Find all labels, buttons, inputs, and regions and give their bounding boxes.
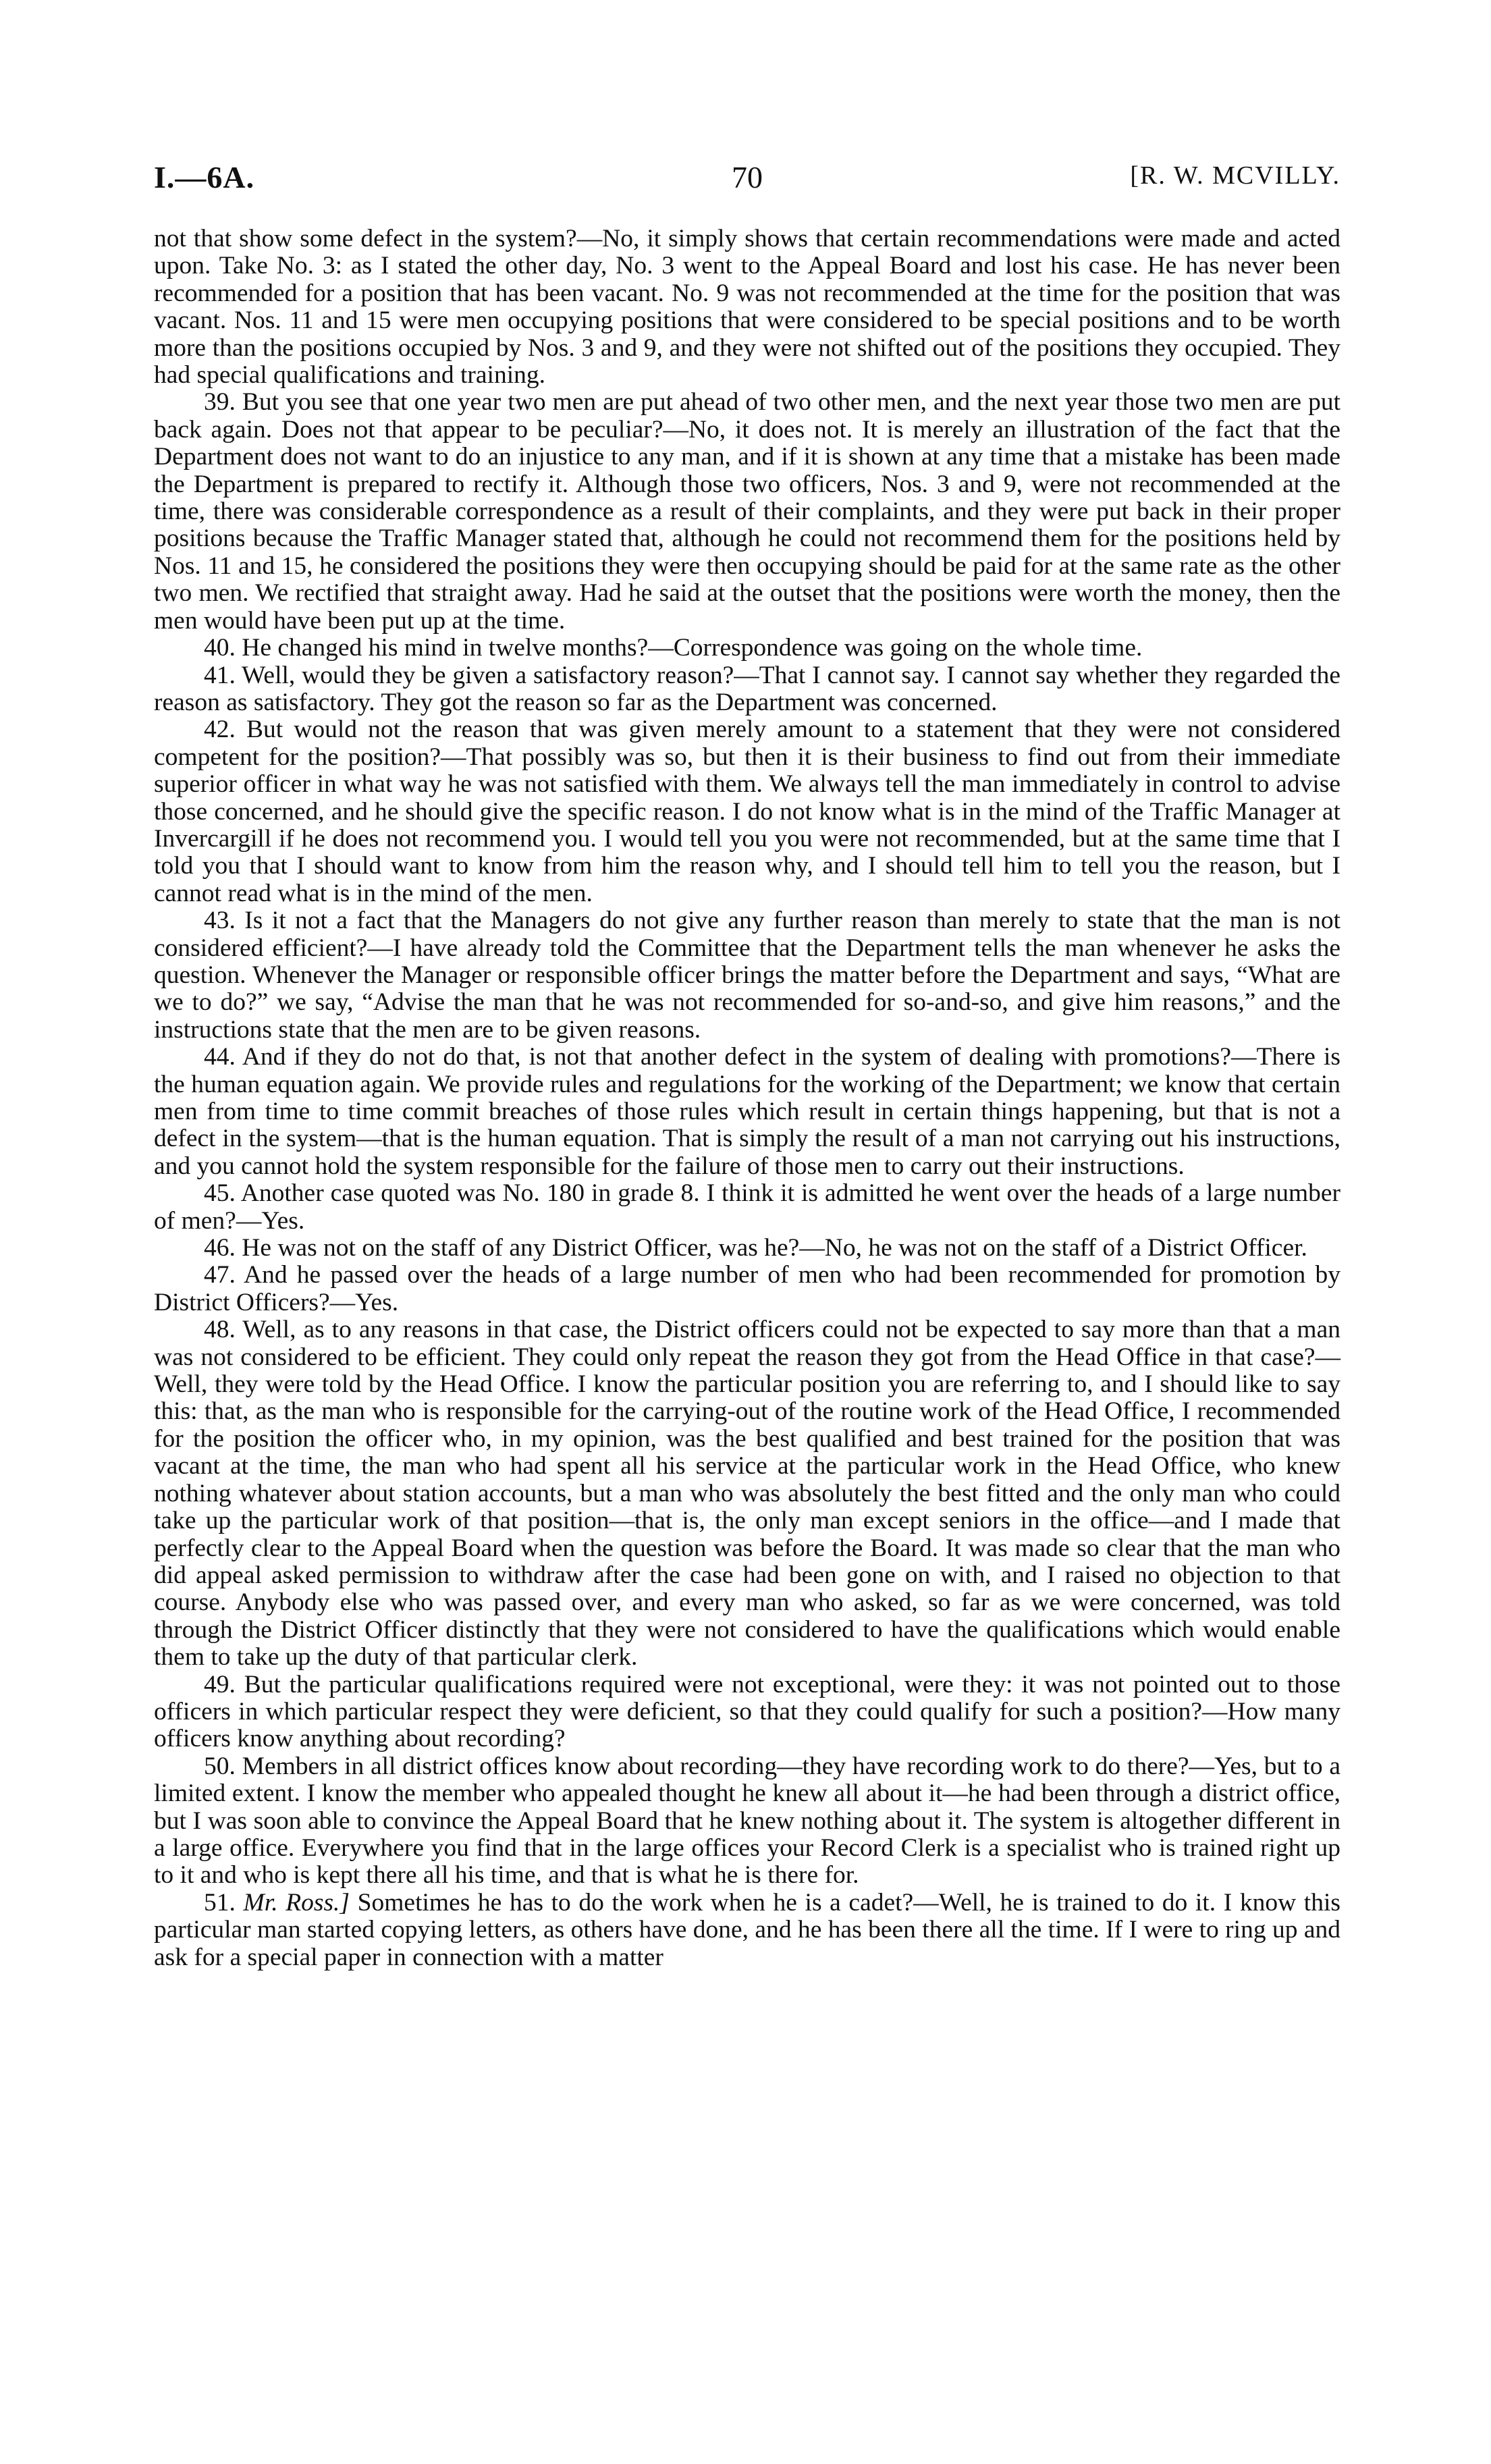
question-50: 50. Members in all district offices know about recording—they have recording work to do there?—Yes, but to a limited extent. I know the member who appealed thought he knew all about it—he had been through a district office, but I was soon able to convince the Appeal Board that he knew nothing about it. The system is altogether different in a large office. Everywhere you find that in the large offices your Record Clerk is a specialist who is trained right up to it and who is kept there all his time, and that is what he is there for. [154,1752,1340,1890]
question-39: 39. But you see that one year two men are put ahead of two other men, and the next year those two men are put back again. Does not that appear to be peculiar?—No, it does not. It is merely an illustration of the fact that the Department does not want to do an injustice to any man, and if it is shown at any time that a mistake has been made the Department is prepared to rectify it. Although those two officers, Nos. 3 and 9, were not recommended at the time, there was considerable correspondence as a result of their complaints, and they were put back in their proper positions because the Traffic Manager stated that, although he could not recommend them for the positions held by Nos. 11 and 15, he considered the positions they were then occupying should be paid for at the same rate as the other two men. We rectified that straight away. Had he said at the outset that the positions were worth the money, then the men would have been put up at the time. [154,388,1340,635]
question-49: 49. But the particular qualifications required were not exceptional, were they: it was not pointed out to those officers in which particular respect they were deficient, so that they could qualify for such a position?—How many officers know anything about recording? [154,1670,1340,1753]
question-45: 45. Another case quoted was No. 180 in grade 8. I think it is admitted he went over the heads of a large number of men?—Yes. [154,1179,1340,1235]
page-number: 70 [732,160,763,194]
question-46: 46. He was not on the staff of any District Officer, was he?—No, he was not on the staff of a District Officer. [204,1234,1307,1262]
question-47: 47. And he passed over the heads of a large number of men who had been recommended for promotion by District Officers?—Yes. [154,1261,1340,1316]
speaker-name: Mr. Ross.] [243,1888,350,1917]
question-51 [154,1890,1340,1971]
question-48: 48. Well, as to any reasons in that case, the District officers could not be expected to say more than that a man was not considered to be efficient. They could only repeat the reason they got from the Head Office in that case?—Well, they were told by the Head Office. I know the particular position you are referring to, and I should like to say this: that, as the man who is responsible for the carrying-out of the routine work of the Head Office, I recommended for the position the officer who, in my opinion, was the best qualified and best trained for the position that was vacant at the time, the man who had spent all his service at the particular work in the Head Office, who knew nothing whatever about station accounts, but a man who was absolutely the best fitted and the only man who could take up the particular work of that position—that is, the only man except seniors in the office—and I made that perfectly clear to the Appeal Board when the question was before the Board. It was made so clear that the man who did appeal asked permission to withdraw after the case had been gone on with, and I raised no objection to that course. Anybody else who was passed over, and every man who asked, so far as we were concerned, was told through the District Officer distinctly that they were not considered to have the qualifications which would enable them to take up the duty of that particular clerk. [154,1316,1340,1671]
question-42: 42. But would not the reason that was given merely amount to a statement that they were not considered competent for the position?—That possibly was so, but then it is their business to find out from their immediate superior officer in what way he was not satisfied with them. We always tell the man immediately in control to advise those concerned, and he should give the specific reason. I do not know what is in the mind of the Traffic Manager at Invercargill if he does not recommend you. I would tell you you were not recommended, but at the same time that I told you that I should want to know from him the reason why, and I should tell him to tell you the reason, but I cannot read what is in the mind of the men. [154,716,1340,907]
question-43: 43. Is it not a fact that the Managers do not give any further reason than merely to state that the man is not considered efficient?—I have already told the Committee that the Department tells the man whenever he asks the question. Whenever the Manager or responsible officer brings the matter before the Department and says, “What are we to do?” we say, “Advise the man that he was not recommended for so-and-so, and give him reasons,” and the instructions state that the men are to be given reasons. [154,907,1340,1044]
question-text: Sometimes he has to do the work when he is a cadet?—Well, he is trained to do it. I know this particular man started copying letters, as others have done, and he has been there all the time. If I were to ring up and ask for a special paper in connection with a matter [154,1888,1340,1971]
evidence-text [154,225,1340,1971]
question-44: 44. And if they do not do that, is not that another defect in the system of dealing with promotions?—There is the human equation again. We provide rules and regulations for the working of the Department; we know that certain men from time to time commit breaches of those rules which result in certain things happening, but that is not a defect in the system—that is the human equation. That is simply the result of a man not carrying out his instructions, and you cannot hold the system responsible for the failure of those men to carry out their instructions. [154,1043,1340,1180]
question-41: 41. Well, would they be given a satisfactory reason?—That I cannot say. I cannot say whether they regarded the reason as satisfactory. They got the reason so far as the Department was concerned. [154,661,1340,716]
question-number: 51. [204,1888,244,1917]
paragraph-continuation: not that show some defect in the system?—No, it simply shows that certain recommendations were made and acted upon. Take No. 3: as I stated the other day, No. 3 went to the Appeal Board and lost his case. He has never been recommended for a position that has been vacant. No. 9 was not recommended at the time for the position that was vacant. Nos. 11 and 15 were men occupying positions that were considered to be special positions and to be worth more than the positions occupied by Nos. 3 and 9, and they were not shifted out of the positions they occupied. They had special qualifications and training. [154,225,1340,390]
page-header [154,159,1340,207]
witness-name: [R. W. MCVILLY. [1130,161,1340,190]
parliamentary-paper-ref: I.—6A. [154,160,255,194]
question-40: 40. He changed his mind in twelve months?—Correspondence was going on the whole time. [204,634,1143,662]
